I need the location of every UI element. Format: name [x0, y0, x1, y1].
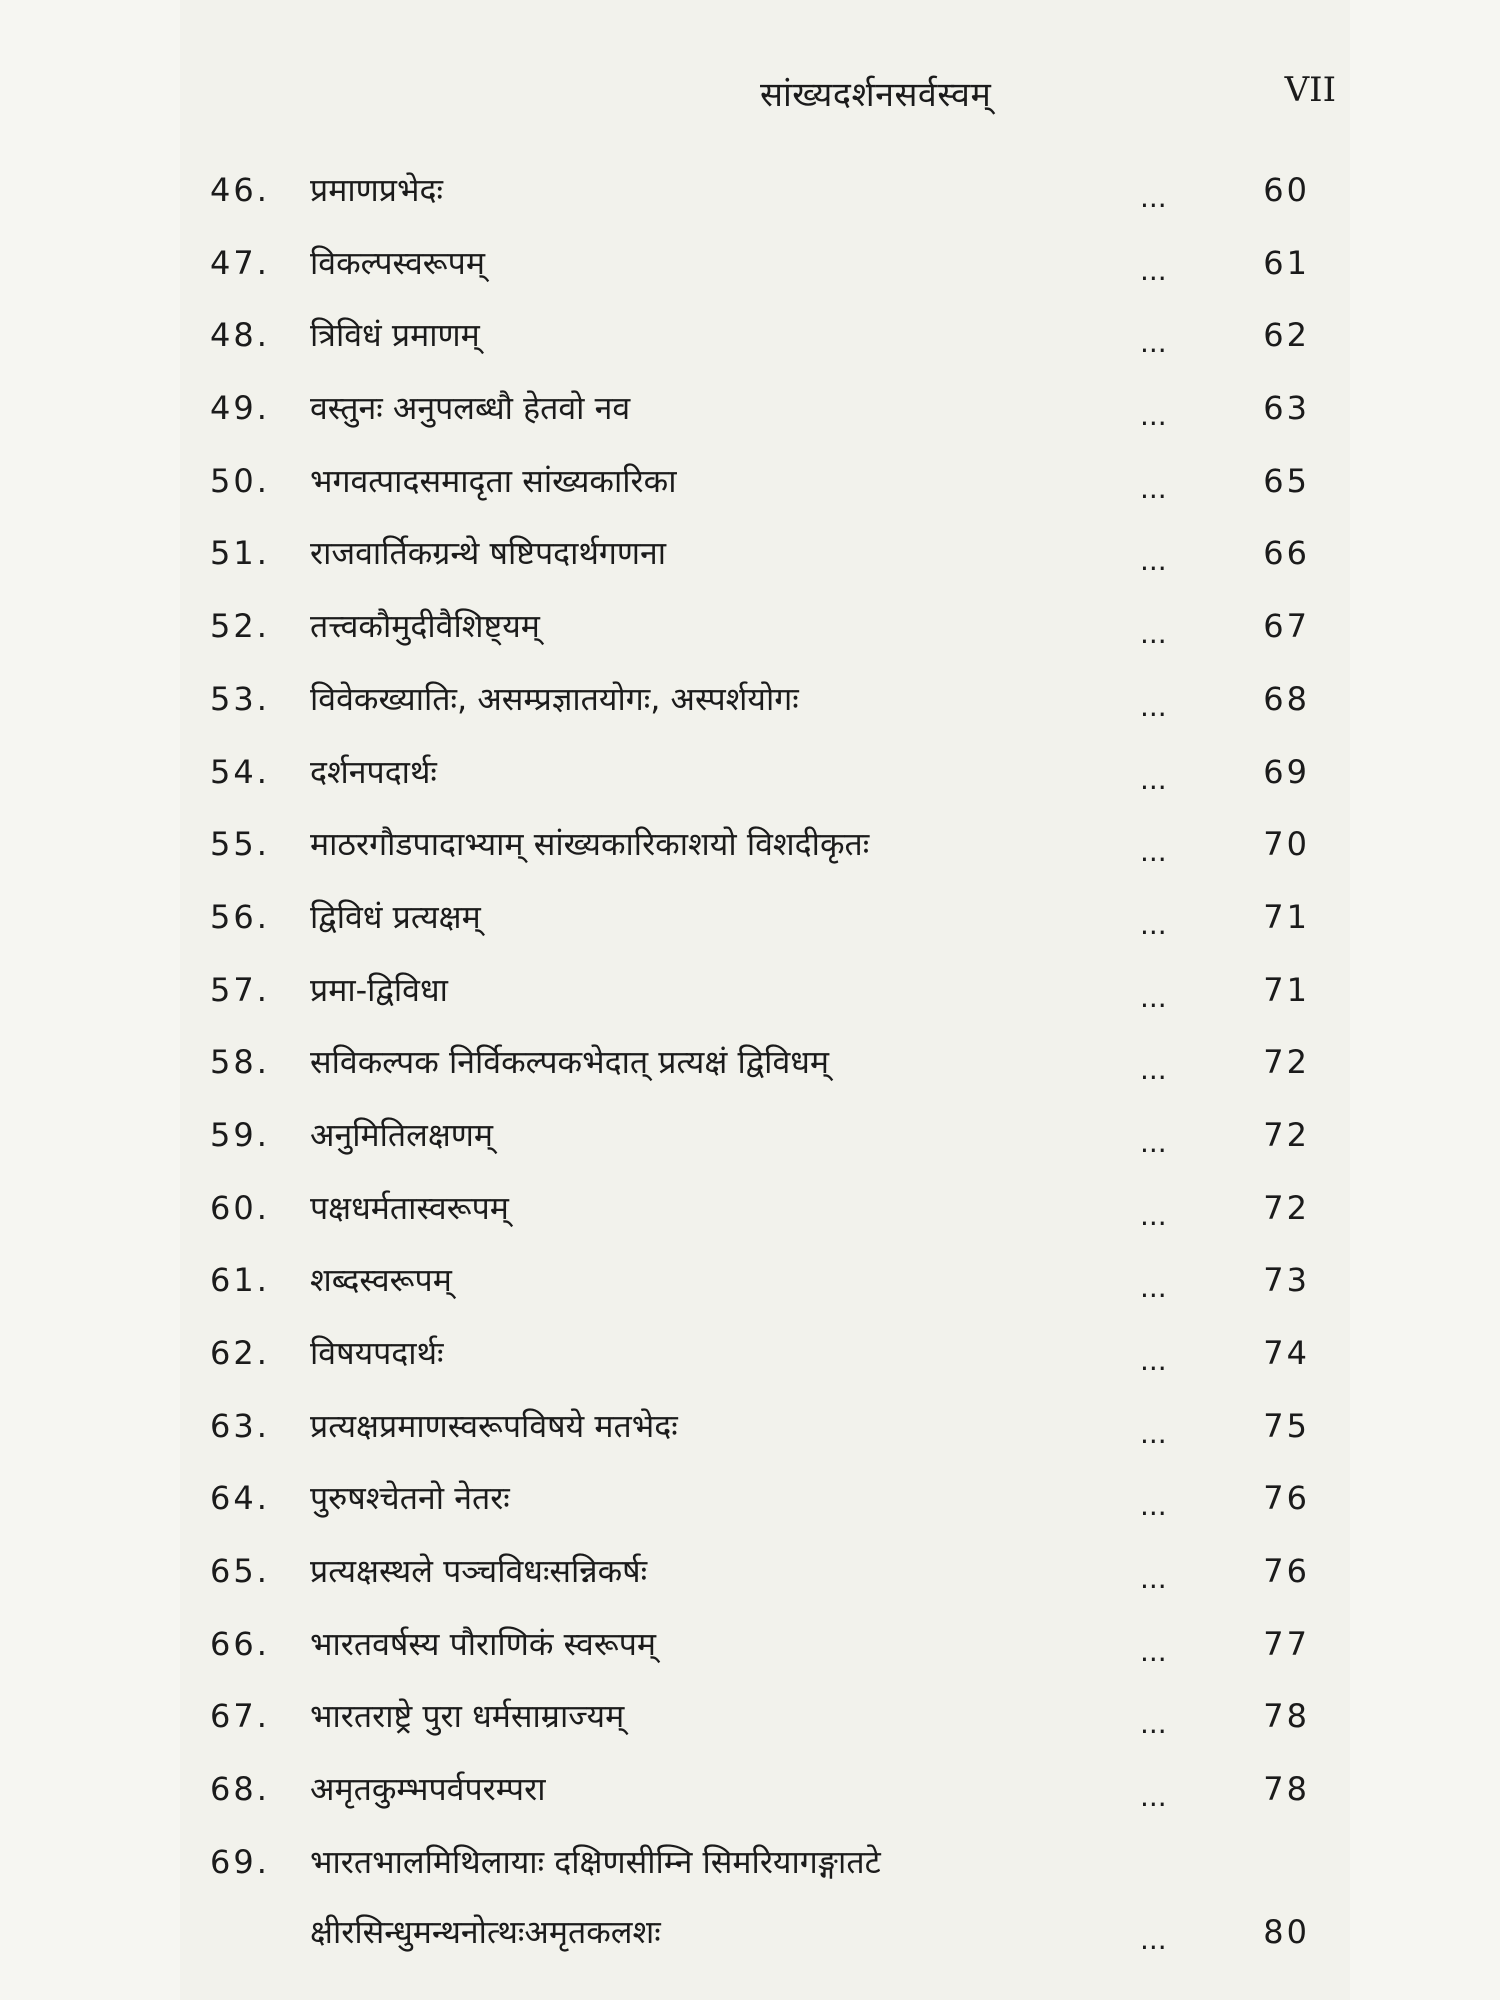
entry-number: 66.: [210, 1624, 270, 1663]
toc-entry: [210, 1396, 1320, 1469]
entry-title: पक्षधर्मतास्वरूपम्: [310, 1188, 509, 1227]
entry-page: 78: [1263, 1697, 1310, 1736]
toc-entry: [210, 1178, 1320, 1251]
entry-page: 75: [1263, 1406, 1310, 1445]
leader-dots: ...: [1140, 617, 1167, 651]
leader-dots: ...: [1140, 181, 1167, 214]
leader-dots: ...: [1140, 1125, 1167, 1159]
entry-page: 74: [1263, 1334, 1310, 1372]
entry-number: 51.: [210, 534, 270, 573]
leader-dots: ...: [1140, 762, 1167, 796]
entry-title: भारतभालमिथिलायाः दक्षिणसीम्नि सिमरियागङ्गातटे: [310, 1842, 881, 1881]
entry-number: 68.: [210, 1770, 270, 1809]
entry-title: प्रत्यक्षप्रमाणस्वरूपविषये मतभेदः: [310, 1406, 678, 1445]
entry-title: भारतवर्षस्य पौराणिकं स्वरूपम्: [310, 1624, 657, 1663]
entry-title: सविकल्पक निर्विकल्पकभेदात् प्रत्यक्षं द्विविधम्: [310, 1043, 830, 1082]
entry-title: विवेकख्यातिः, असम्प्रज्ञातयोगः, अस्पर्शयोगः: [310, 679, 799, 718]
entry-page: 77: [1263, 1624, 1310, 1663]
entry-title: प्रत्यक्षस्थले पञ्चविधःसन्निकर्षः: [310, 1552, 648, 1591]
entry-number: 47.: [210, 243, 270, 282]
entry-title: दर्शनपदार्थः: [310, 752, 437, 791]
toc-entry: [210, 814, 1320, 887]
entry-title: अनुमितिलक्षणम्: [310, 1115, 494, 1154]
entry-page: 69: [1263, 752, 1310, 791]
toc-list: [210, 160, 1320, 1975]
entry-title: त्रिविधं प्रमाणम्: [310, 316, 480, 355]
entry-title: राजवार्तिकग्रन्थे षष्टिपदार्थगणना: [310, 534, 667, 573]
entry-title: विषयपदार्थः: [310, 1334, 444, 1372]
toc-entry: [210, 1832, 1320, 1902]
toc-entry: [210, 1686, 1320, 1759]
entry-page: 71: [1263, 897, 1310, 936]
entry-number: 54.: [210, 752, 270, 791]
entry-page: 78: [1263, 1770, 1310, 1809]
leader-dots: ...: [1140, 689, 1167, 723]
toc-entry: [210, 669, 1320, 742]
toc-entry: [210, 1250, 1320, 1323]
leader-dots: ...: [1140, 471, 1167, 505]
entry-number: 49.: [210, 389, 270, 428]
toc-entry: [210, 960, 1320, 1033]
toc-entry: [210, 233, 1320, 306]
entry-title: भारतराष्ट्रे पुरा धर्मसाम्राज्यम्: [310, 1697, 625, 1736]
entry-page: 60: [1263, 171, 1310, 209]
entry-title: अमृतकुम्भपर्वपरम्परा: [310, 1770, 546, 1809]
entry-title: प्रमाणप्रभेदः: [310, 171, 443, 209]
entry-number: 67.: [210, 1697, 270, 1736]
leader-dots: ...: [1140, 1053, 1167, 1087]
toc-entry: [210, 451, 1320, 524]
toc-entry: [210, 1614, 1320, 1687]
entry-title: तत्त्वकौमुदीवैशिष्ट्यम्: [310, 607, 540, 646]
entry-page: 68: [1263, 679, 1310, 718]
toc-entry: [210, 305, 1320, 378]
entry-number: 55.: [210, 825, 270, 864]
entry-page: 62: [1263, 316, 1310, 355]
entry-number: 46.: [210, 171, 270, 209]
entry-title: प्रमा-द्विविधा: [310, 970, 448, 1009]
toc-entry: [210, 1468, 1320, 1541]
toc-entry: [210, 1032, 1320, 1105]
entry-page: 61: [1263, 243, 1310, 282]
entry-page: 71: [1263, 970, 1310, 1009]
leader-dots: ...: [1140, 1198, 1167, 1232]
leader-dots: ...: [1140, 835, 1167, 869]
toc-entry: [210, 1759, 1320, 1832]
entry-title: भगवत्पादसमादृता सांख्यकारिका: [310, 461, 677, 500]
toc-entry: [210, 160, 1320, 233]
entry-title: शब्दस्वरूपम्: [310, 1261, 452, 1300]
entry-page: 76: [1263, 1552, 1310, 1591]
leader-dots: ...: [1140, 1562, 1167, 1596]
entry-number: 57.: [210, 970, 270, 1009]
leader-dots: ...: [1140, 326, 1167, 360]
page-number: VII: [1284, 70, 1336, 110]
entry-page: 66: [1263, 534, 1310, 573]
entry-number: 65.: [210, 1552, 270, 1591]
leader-dots: ...: [1140, 1489, 1167, 1523]
entry-page: 72: [1263, 1115, 1310, 1154]
leader-dots: ...: [1140, 399, 1167, 433]
entry-title: विकल्पस्वरूपम्: [310, 243, 485, 282]
leader-dots: ...: [1140, 1634, 1167, 1668]
leader-dots: ...: [1140, 1416, 1167, 1450]
entry-number: 61.: [210, 1261, 270, 1300]
leader-dots: ...: [1140, 1922, 1167, 1956]
entry-page: 80: [1263, 1912, 1310, 1951]
entry-number: 53.: [210, 679, 270, 718]
toc-entry: [210, 596, 1320, 669]
entry-page: 72: [1263, 1043, 1310, 1082]
leader-dots: ...: [1140, 1271, 1167, 1305]
toc-entry: [210, 742, 1320, 815]
entry-number: 48.: [210, 316, 270, 355]
toc-entry: [210, 1541, 1320, 1614]
book-page: [180, 0, 1350, 2000]
toc-entry-continuation: [210, 1902, 1320, 1975]
entry-number: 50.: [210, 461, 270, 500]
leader-dots: ...: [1140, 1344, 1167, 1377]
entry-title-continued: क्षीरसिन्धुमन्थनोत्थःअमृतकलशः: [310, 1912, 661, 1951]
page-header: [180, 70, 1350, 120]
leader-dots: ...: [1140, 544, 1167, 578]
entry-number: 64.: [210, 1479, 270, 1518]
entry-number: 56.: [210, 897, 270, 936]
leader-dots: ...: [1140, 907, 1167, 941]
entry-number: 52.: [210, 607, 270, 646]
entry-page: 65: [1263, 461, 1310, 500]
entry-number: 62.: [210, 1334, 270, 1372]
running-title: सांख्यदर्शनसर्वस्वम्: [760, 75, 992, 115]
entry-title: वस्तुनः अनुपलब्धौ हेतवो नव: [310, 389, 631, 428]
entry-title: माठरगौडपादाभ्याम् सांख्यकारिकाशयो विशदीकृतः: [310, 825, 870, 864]
leader-dots: ...: [1140, 1780, 1167, 1814]
entry-number: 59.: [210, 1115, 270, 1154]
entry-number: 69.: [210, 1842, 270, 1881]
entry-title: द्विविधं प्रत्यक्षम्: [310, 897, 481, 936]
entry-page: 73: [1263, 1261, 1310, 1300]
toc-entry: [210, 887, 1320, 960]
entry-number: 63.: [210, 1406, 270, 1445]
leader-dots: ...: [1140, 253, 1167, 287]
entry-number: 60.: [210, 1188, 270, 1227]
entry-page: 70: [1263, 825, 1310, 864]
entry-page: 63: [1263, 389, 1310, 428]
leader-dots: ...: [1140, 980, 1167, 1014]
entry-page: 67: [1263, 607, 1310, 646]
entry-page: 72: [1263, 1188, 1310, 1227]
toc-entry: [210, 523, 1320, 596]
entry-title: पुरुषश्चेतनो नेतरः: [310, 1479, 510, 1518]
leader-dots: ...: [1140, 1707, 1167, 1741]
entry-number: 58.: [210, 1043, 270, 1082]
entry-page: 76: [1263, 1479, 1310, 1518]
toc-entry: [210, 378, 1320, 451]
toc-entry: [210, 1323, 1320, 1396]
toc-entry: [210, 1105, 1320, 1178]
